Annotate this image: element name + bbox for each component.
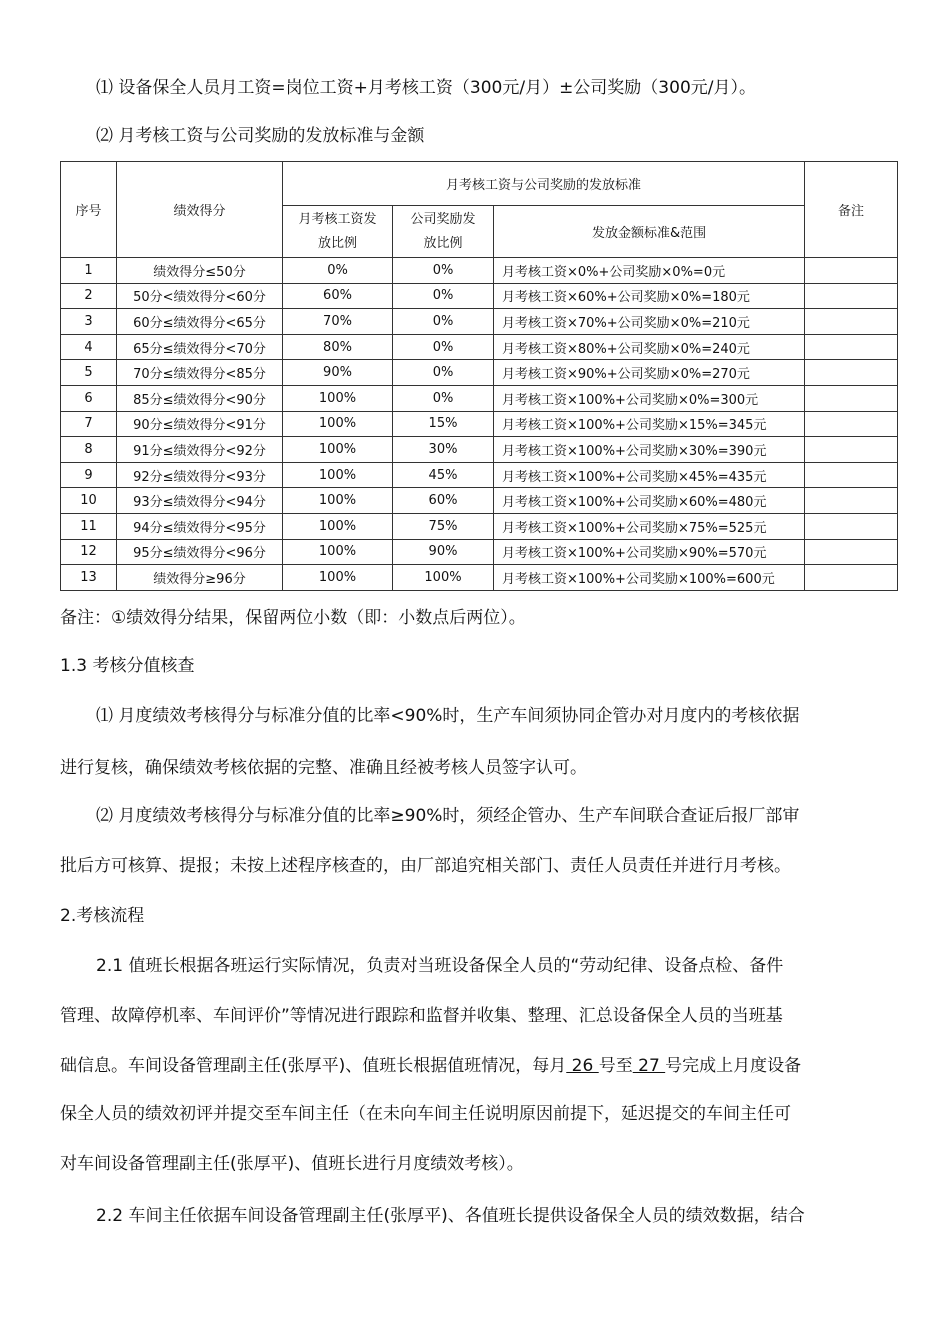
header-seq: 序号	[61, 162, 117, 258]
table-row	[61, 565, 898, 591]
cell-seq: 8	[61, 437, 117, 463]
cell-wage-ratio: 100%	[283, 513, 393, 539]
cell-score: 绩效得分≤50分	[117, 258, 283, 284]
cell-wage-ratio: 70%	[283, 309, 393, 335]
cell-score: 94分≤绩效得分<95分	[117, 513, 283, 539]
section-2-title: 2.考核流程	[60, 906, 145, 926]
cell-bonus-ratio: 0%	[393, 360, 494, 386]
header-bonus-ratio-line2: 放比例	[423, 235, 463, 251]
cell-score: 65分≤绩效得分<70分	[117, 334, 283, 360]
section-2-2-line1: 2.2 车间主任依据车间设备管理副主任(张厚平)、各值班长提供设备保全人员的绩效数据，结合	[96, 1206, 805, 1226]
start-day-underlined: 26	[566, 1056, 599, 1076]
standard-heading: ⑵ 月考核工资与公司奖励的发放标准与金额	[96, 126, 425, 146]
cell-wage-ratio: 100%	[283, 488, 393, 514]
cell-remark	[805, 539, 898, 565]
line3-part2: 号至	[598, 1056, 633, 1076]
cell-remark	[805, 385, 898, 411]
header-amount: 发放金额标准&范围	[494, 206, 805, 258]
cell-remark	[805, 565, 898, 591]
section-1-3-title: 1.3 考核分值核查	[60, 656, 195, 676]
cell-wage-ratio: 0%	[283, 258, 393, 284]
section-2-1-line5: 对车间设备管理副主任(张厚平)、值班长进行月度绩效考核）。	[60, 1154, 524, 1174]
cell-bonus-ratio: 60%	[393, 488, 494, 514]
cell-remark	[805, 309, 898, 335]
cell-amount: 月考核工资×100%+公司奖励×100%=600元	[494, 565, 805, 591]
cell-bonus-ratio: 100%	[393, 565, 494, 591]
cell-wage-ratio: 80%	[283, 334, 393, 360]
cell-wage-ratio: 100%	[283, 437, 393, 463]
section-1-3-item2-line1: ⑵ 月度绩效考核得分与标准分值的比率≥90%时，须经企管办、生产车间联合查证后报厂部审	[96, 806, 800, 826]
cell-remark	[805, 411, 898, 437]
bonus-standard-table	[60, 161, 898, 591]
salary-formula-paragraph: ⑴ 设备保全人员月工资=岗位工资+月考核工资（300元/月）±公司奖励（300元/月）。	[96, 78, 756, 98]
cell-amount: 月考核工资×70%+公司奖励×0%=210元	[494, 309, 805, 335]
cell-amount: 月考核工资×100%+公司奖励×0%=300元	[494, 385, 805, 411]
cell-score: 90分≤绩效得分<91分	[117, 411, 283, 437]
table-row	[61, 334, 898, 360]
table-row	[61, 360, 898, 386]
cell-seq: 10	[61, 488, 117, 514]
cell-remark	[805, 334, 898, 360]
header-bonus-ratio	[393, 206, 494, 258]
cell-amount: 月考核工资×100%+公司奖励×45%=435元	[494, 462, 805, 488]
cell-seq: 12	[61, 539, 117, 565]
cell-amount: 月考核工资×90%+公司奖励×0%=270元	[494, 360, 805, 386]
cell-amount: 月考核工资×100%+公司奖励×15%=345元	[494, 411, 805, 437]
cell-remark	[805, 258, 898, 284]
cell-bonus-ratio: 0%	[393, 334, 494, 360]
cell-seq: 2	[61, 283, 117, 309]
cell-amount: 月考核工资×0%+公司奖励×0%=0元	[494, 258, 805, 284]
cell-seq: 6	[61, 385, 117, 411]
cell-amount: 月考核工资×80%+公司奖励×0%=240元	[494, 334, 805, 360]
cell-remark	[805, 488, 898, 514]
cell-wage-ratio: 60%	[283, 283, 393, 309]
header-wage-ratio-line2: 放比例	[317, 235, 357, 251]
cell-wage-ratio: 100%	[283, 539, 393, 565]
cell-amount: 月考核工资×100%+公司奖励×30%=390元	[494, 437, 805, 463]
cell-amount: 月考核工资×100%+公司奖励×75%=525元	[494, 513, 805, 539]
cell-score: 92分≤绩效得分<93分	[117, 462, 283, 488]
cell-seq: 5	[61, 360, 117, 386]
cell-bonus-ratio: 0%	[393, 258, 494, 284]
cell-wage-ratio: 100%	[283, 385, 393, 411]
table-row	[61, 513, 898, 539]
section-1-3-item2-line2: 批后方可核算、提报；未按上述程序核查的，由厂部追究相关部门、责任人员责任并进行月考核。	[60, 856, 791, 876]
cell-bonus-ratio: 30%	[393, 437, 494, 463]
line3-part1: 础信息。车间设备管理副主任(张厚平)、值班长根据值班情况，每月	[60, 1056, 567, 1076]
cell-bonus-ratio: 75%	[393, 513, 494, 539]
cell-amount: 月考核工资×100%+公司奖励×90%=570元	[494, 539, 805, 565]
section-1-3-item1-line1: ⑴ 月度绩效考核得分与标准分值的比率<90%时，生产车间须协同企管办对月度内的考核依据	[96, 706, 800, 726]
cell-bonus-ratio: 15%	[393, 411, 494, 437]
cell-amount: 月考核工资×60%+公司奖励×0%=180元	[494, 283, 805, 309]
cell-seq: 3	[61, 309, 117, 335]
cell-bonus-ratio: 45%	[393, 462, 494, 488]
cell-bonus-ratio: 0%	[393, 309, 494, 335]
cell-score: 70分≤绩效得分<85分	[117, 360, 283, 386]
cell-seq: 7	[61, 411, 117, 437]
cell-seq: 4	[61, 334, 117, 360]
cell-score: 50分<绩效得分<60分	[117, 283, 283, 309]
table-row	[61, 462, 898, 488]
cell-score: 绩效得分≥96分	[117, 565, 283, 591]
table-row	[61, 539, 898, 565]
cell-wage-ratio: 100%	[283, 462, 393, 488]
table-note: 备注：①绩效得分结果，保留两位小数（即：小数点后两位）。	[60, 608, 526, 628]
table-row	[61, 437, 898, 463]
header-standard-group: 月考核工资与公司奖励的发放标准	[283, 162, 805, 206]
section-2-1-line4: 保全人员的绩效初评并提交至车间主任（在未向车间主任说明原因前提下，延迟提交的车间主任可	[60, 1104, 791, 1124]
cell-score: 85分≤绩效得分<90分	[117, 385, 283, 411]
header-remark: 备注	[805, 162, 898, 258]
cell-seq: 1	[61, 258, 117, 284]
cell-seq: 13	[61, 565, 117, 591]
cell-score: 60分≤绩效得分<65分	[117, 309, 283, 335]
table-row	[61, 258, 898, 284]
cell-score: 91分≤绩效得分<92分	[117, 437, 283, 463]
cell-amount: 月考核工资×100%+公司奖励×60%=480元	[494, 488, 805, 514]
table-row	[61, 488, 898, 514]
section-2-1-line1: 2.1 值班长根据各班运行实际情况，负责对当班设备保全人员的“劳动纪律、设备点检、备件	[96, 956, 784, 976]
line3-part3: 号完成上月度设备	[665, 1056, 802, 1076]
cell-bonus-ratio: 0%	[393, 283, 494, 309]
cell-remark	[805, 283, 898, 309]
cell-wage-ratio: 100%	[283, 565, 393, 591]
cell-remark	[805, 513, 898, 539]
section-2-1-line3	[60, 1040, 801, 1092]
table-row	[61, 385, 898, 411]
header-wage-ratio-line1: 月考核工资发	[298, 211, 377, 227]
end-day-underlined: 27	[632, 1056, 666, 1076]
section-2-1-line2: 管理、故障停机率、车间评价”等情况进行跟踪和监督并收集、整理、汇总设备保全人员的当班基	[60, 1006, 783, 1026]
cell-remark	[805, 360, 898, 386]
section-1-3-item1-line2: 进行复核，确保绩效考核依据的完整、准确且经被考核人员签字认可。	[60, 758, 587, 778]
cell-remark	[805, 462, 898, 488]
cell-seq: 9	[61, 462, 117, 488]
cell-seq: 11	[61, 513, 117, 539]
cell-wage-ratio: 90%	[283, 360, 393, 386]
cell-remark	[805, 437, 898, 463]
table-row	[61, 283, 898, 309]
table-row	[61, 309, 898, 335]
header-bonus-ratio-line1: 公司奖励发	[410, 211, 476, 227]
table-body	[61, 258, 898, 591]
cell-bonus-ratio: 90%	[393, 539, 494, 565]
cell-wage-ratio: 100%	[283, 411, 393, 437]
cell-score: 95分≤绩效得分<96分	[117, 539, 283, 565]
header-score: 绩效得分	[117, 162, 283, 258]
cell-bonus-ratio: 0%	[393, 385, 494, 411]
cell-score: 93分≤绩效得分<94分	[117, 488, 283, 514]
table-row	[61, 411, 898, 437]
header-wage-ratio	[283, 206, 393, 258]
